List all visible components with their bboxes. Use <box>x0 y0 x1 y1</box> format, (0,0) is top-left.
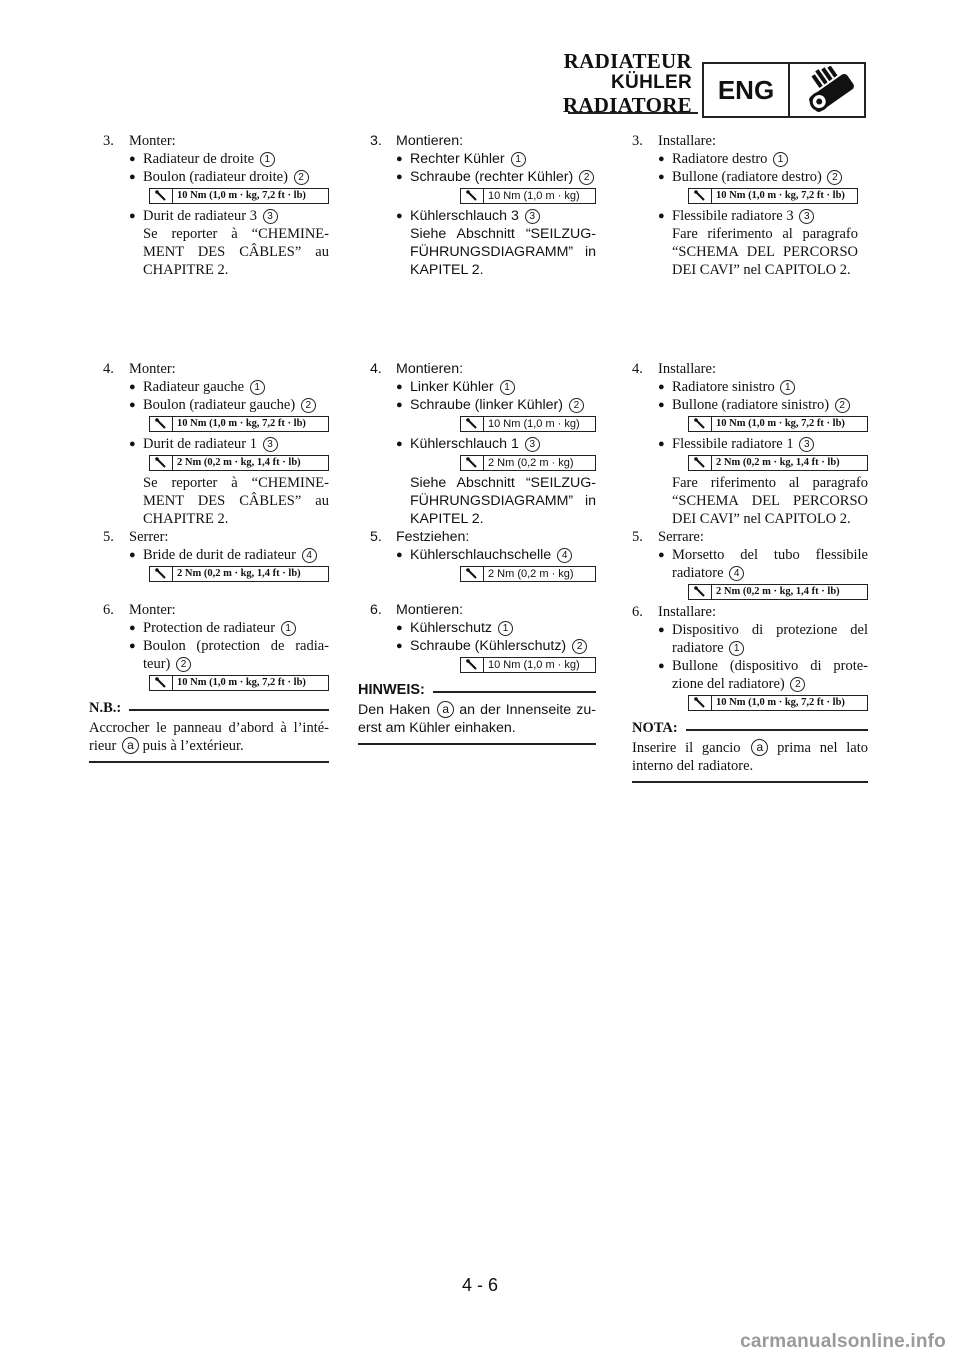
page-number: 4 - 6 <box>461 1275 499 1295</box>
fr-step-3 <box>103 132 329 279</box>
fr-step-4-6 <box>89 360 329 763</box>
column-german <box>358 132 596 736</box>
step-label: Monter: <box>129 133 176 149</box>
torque-value: 2 Nm (0,2 m · kg, 1,4 ft · lb) <box>716 586 840 597</box>
step-number: 4. <box>632 361 643 377</box>
torque-wrench-icon <box>150 189 173 203</box>
ref-callout: 2 <box>294 170 309 185</box>
reference-text: Fare riferimento al paragrafo “SCHEMA DEL PERCORSO DEI CAVI” nel CAPITOLO 2. <box>672 226 858 278</box>
ref-callout: a <box>437 701 454 718</box>
step-number: 3. <box>632 133 643 149</box>
step-label: Montieren: <box>396 361 464 377</box>
note-text: Inserire il gancio <box>632 740 741 756</box>
ref-callout: 1 <box>773 152 788 167</box>
bullet-icon: ● <box>658 153 665 165</box>
ref-callout: a <box>751 739 768 756</box>
engine-icon <box>790 64 864 116</box>
torque-wrench-icon <box>150 456 173 470</box>
it-step-3 <box>632 132 858 279</box>
torque-value: 10 Nm (1,0 m · kg, 7,2 ft · lb) <box>716 418 845 429</box>
torque-wrench-icon <box>461 658 484 672</box>
ref-callout: 2 <box>835 398 850 413</box>
torque-value: 10 Nm (1,0 m · kg, 7,2 ft · lb) <box>716 190 845 201</box>
step-number: 5. <box>103 529 114 545</box>
bullet-icon: ● <box>129 381 136 393</box>
torque-spec <box>149 416 329 432</box>
ref-callout: 1 <box>500 380 515 395</box>
step-number: 5. <box>632 529 643 545</box>
ref-callout: 2 <box>301 398 316 413</box>
ref-callout: 4 <box>729 566 744 581</box>
bullet-text: Morsetto del tubo flessibile radiatore <box>672 547 868 581</box>
note-box <box>358 681 596 745</box>
torque-spec <box>460 455 596 471</box>
torque-wrench-icon <box>150 676 173 690</box>
de-step-4-6 <box>358 360 596 745</box>
note-heading: NOTA: <box>632 720 678 736</box>
torque-value: 2 Nm (0,2 m · kg) <box>488 568 574 580</box>
ref-callout: 3 <box>263 209 278 224</box>
bullet-icon: ● <box>129 210 136 222</box>
bullet-icon: ● <box>658 624 665 636</box>
note-text: Den Haken <box>358 702 431 718</box>
torque-spec <box>460 416 596 432</box>
it-step-4-6 <box>632 360 868 783</box>
bullet-icon: ● <box>658 171 665 183</box>
step-label: Festziehen: <box>396 529 470 545</box>
ref-callout: 2 <box>579 170 594 185</box>
reference-text: Siehe Abschnitt “SEILZUG-FÜHRUNGSDIAGRAMM” in KAPITEL 2. <box>410 226 596 278</box>
torque-wrench-icon <box>461 417 484 431</box>
torque-wrench-icon <box>689 696 712 710</box>
bullet-icon: ● <box>129 549 136 561</box>
step-number: 5. <box>370 529 382 545</box>
note-box <box>89 699 329 763</box>
step-number: 6. <box>632 604 643 620</box>
de-step-3 <box>370 132 596 279</box>
bullet-icon: ● <box>658 438 665 450</box>
torque-spec <box>149 455 329 471</box>
bullet-text: Bullone (dispositivo di prote-zione del radiatore) <box>672 658 868 692</box>
step-label: Serrer: <box>129 529 169 545</box>
torque-value: 2 Nm (0,2 m · kg) <box>488 457 574 469</box>
bullet-icon: ● <box>658 660 665 672</box>
note-text: prima nel lato interno del radiatore. <box>632 740 869 774</box>
note-heading: N.B.: <box>89 700 122 716</box>
bullet-text: Schraube (linker Kühler) <box>410 397 563 413</box>
torque-value: 10 Nm (1,0 m · kg) <box>488 418 580 430</box>
ref-callout: 2 <box>176 657 191 672</box>
torque-wrench-icon <box>150 567 173 581</box>
torque-spec <box>688 416 868 432</box>
bullet-text: Bride de durit de radiateur <box>143 547 296 563</box>
bullet-icon: ● <box>396 171 403 183</box>
step-number: 4. <box>103 361 114 377</box>
bullet-icon: ● <box>129 399 136 411</box>
ref-callout: 4 <box>302 548 317 563</box>
ref-callout: 3 <box>525 437 540 452</box>
step-label: Monter: <box>129 361 176 377</box>
torque-spec <box>688 455 868 471</box>
bullet-icon: ● <box>129 640 136 652</box>
section-badge <box>702 62 866 118</box>
ref-callout: a <box>122 737 139 754</box>
torque-spec <box>149 188 329 204</box>
bullet-icon: ● <box>658 399 665 411</box>
ref-callout: 1 <box>281 621 296 636</box>
note-text: an der Innenseite zu-erst am Kühler einhaken. <box>358 702 596 736</box>
bullet-text: Kühlerschlauchschelle <box>410 547 552 563</box>
title-german: KÜHLER <box>611 72 692 93</box>
step-number: 6. <box>370 602 382 618</box>
note-text: puis à l’extérieur. <box>142 738 244 754</box>
bullet-icon: ● <box>396 210 403 222</box>
torque-wrench-icon <box>689 189 712 203</box>
ref-callout: 1 <box>780 380 795 395</box>
torque-value: 2 Nm (0,2 m · kg, 1,4 ft · lb) <box>177 568 301 579</box>
bullet-icon: ● <box>129 153 136 165</box>
step-label: Montieren: <box>396 602 464 618</box>
torque-value: 10 Nm (1,0 m · kg, 7,2 ft · lb) <box>177 677 306 688</box>
torque-value: 10 Nm (1,0 m · kg) <box>488 659 580 671</box>
bullet-text: Linker Kühler <box>410 379 494 395</box>
torque-spec <box>149 566 329 582</box>
bullet-text: Radiateur de droite <box>143 151 255 167</box>
ref-callout: 3 <box>525 209 540 224</box>
bullet-text: Dispositivo di protezione del radiatore <box>672 622 868 656</box>
bullet-text: Boulon (protection de radia-teur) <box>143 638 329 672</box>
bullet-text: Flessibile radiatore 3 <box>672 208 794 224</box>
torque-spec <box>460 657 596 673</box>
torque-wrench-icon <box>689 417 712 431</box>
step-label: Installare: <box>658 133 716 149</box>
bullet-text: Radiateur gauche <box>143 379 245 395</box>
torque-spec <box>688 584 868 600</box>
torque-wrench-icon <box>461 189 484 203</box>
title-italian: RADIATORE <box>562 93 692 117</box>
torque-spec <box>460 188 596 204</box>
torque-spec <box>688 188 858 204</box>
reference-text: Se reporter à “CHEMINE-MENT DES CÂBLES” au CHAPITRE 2. <box>143 475 329 527</box>
ref-callout: 4 <box>557 548 572 563</box>
section-code: ENG <box>704 64 790 116</box>
bullet-icon: ● <box>396 640 403 652</box>
bullet-text: Durit de radiateur 3 <box>143 208 257 224</box>
ref-callout: 1 <box>511 152 526 167</box>
note-heading: HINWEIS: <box>358 682 425 698</box>
bullet-icon: ● <box>396 399 403 411</box>
step-number: 6. <box>103 602 114 618</box>
ref-callout: 2 <box>572 639 587 654</box>
step-number: 3. <box>370 133 382 149</box>
ref-callout: 2 <box>827 170 842 185</box>
note-text: Accrocher le panneau d’abord à l’inté-rieur <box>89 720 329 754</box>
torque-value: 10 Nm (1,0 m · kg) <box>488 190 580 202</box>
torque-wrench-icon <box>689 456 712 470</box>
bullet-text: Kühlerschlauch 3 <box>410 208 519 224</box>
bullet-text: Bullone (radiatore sinistro) <box>672 397 830 413</box>
bullet-text: Flessibile radiatore 1 <box>672 436 794 452</box>
step-label: Monter: <box>129 602 176 618</box>
ref-callout: 3 <box>799 209 814 224</box>
torque-value: 10 Nm (1,0 m · kg, 7,2 ft · lb) <box>177 190 306 201</box>
step-label: Serrare: <box>658 529 704 545</box>
bullet-text: Radiatore sinistro <box>672 379 775 395</box>
ref-callout: 3 <box>263 437 278 452</box>
reference-text: Siehe Abschnitt “SEILZUG-FÜHRUNGSDIAGRAMM” in KAPITEL 2. <box>410 475 596 527</box>
header-titles <box>563 50 692 116</box>
torque-spec <box>460 566 596 582</box>
bullet-text: Boulon (radiateur gauche) <box>143 397 296 413</box>
bullet-icon: ● <box>129 622 136 634</box>
bullet-text: Bullone (radiatore destro) <box>672 169 822 185</box>
ref-callout: 1 <box>250 380 265 395</box>
torque-wrench-icon <box>461 567 484 581</box>
step-number: 3. <box>103 133 114 149</box>
bullet-icon: ● <box>396 153 403 165</box>
note-box <box>632 719 868 783</box>
watermark: carmanualsonline.info <box>740 1331 946 1352</box>
torque-wrench-icon <box>461 456 484 470</box>
torque-value: 2 Nm (0,2 m · kg, 1,4 ft · lb) <box>177 457 301 468</box>
bullet-text: Rechter Kühler <box>410 151 505 167</box>
bullet-icon: ● <box>129 438 136 450</box>
column-italian <box>632 132 869 774</box>
bullet-icon: ● <box>396 381 403 393</box>
reference-text: Fare riferimento al paragrafo “SCHEMA DEL PERCORSO DEI CAVI” nel CAPITOLO 2. <box>672 475 868 527</box>
bullet-text: Protection de radiateur <box>143 620 276 636</box>
bullet-text: Durit de radiateur 1 <box>143 436 257 452</box>
ref-callout: 2 <box>569 398 584 413</box>
column-french <box>89 132 329 754</box>
torque-value: 10 Nm (1,0 m · kg, 7,2 ft · lb) <box>177 418 306 429</box>
bullet-text: Kühlerschlauch 1 <box>410 436 519 452</box>
bullet-icon: ● <box>396 438 403 450</box>
step-label: Installare: <box>658 604 716 620</box>
bullet-icon: ● <box>658 381 665 393</box>
torque-wrench-icon <box>689 585 712 599</box>
ref-callout: 3 <box>799 437 814 452</box>
ref-callout: 1 <box>729 641 744 656</box>
ref-callout: 1 <box>260 152 275 167</box>
reference-text: Se reporter à “CHEMINE-MENT DES CÂBLES” au CHAPITRE 2. <box>143 226 329 278</box>
step-label: Montieren: <box>396 133 464 149</box>
bullet-icon: ● <box>658 210 665 222</box>
header-rule <box>568 112 698 114</box>
bullet-text: Radiatore destro <box>672 151 768 167</box>
ref-callout: 2 <box>790 677 805 692</box>
ref-callout: 1 <box>498 621 513 636</box>
bullet-icon: ● <box>396 549 403 561</box>
torque-wrench-icon <box>150 417 173 431</box>
bullet-text: Schraube (rechter Kühler) <box>410 169 574 185</box>
torque-spec <box>149 675 329 691</box>
step-number: 4. <box>370 361 382 377</box>
torque-value: 2 Nm (0,2 m · kg, 1,4 ft · lb) <box>716 457 840 468</box>
title-french: RADIATEUR <box>563 49 692 73</box>
bullet-text: Schraube (Kühlerschutz) <box>410 638 567 654</box>
torque-spec <box>688 695 868 711</box>
torque-value: 10 Nm (1,0 m · kg, 7,2 ft · lb) <box>716 697 845 708</box>
bullet-icon: ● <box>129 171 136 183</box>
bullet-text: Boulon (radiateur droite) <box>143 169 288 185</box>
bullet-icon: ● <box>658 549 665 561</box>
bullet-text: Kühlerschutz <box>410 620 493 636</box>
step-label: Installare: <box>658 361 716 377</box>
bullet-icon: ● <box>396 622 403 634</box>
